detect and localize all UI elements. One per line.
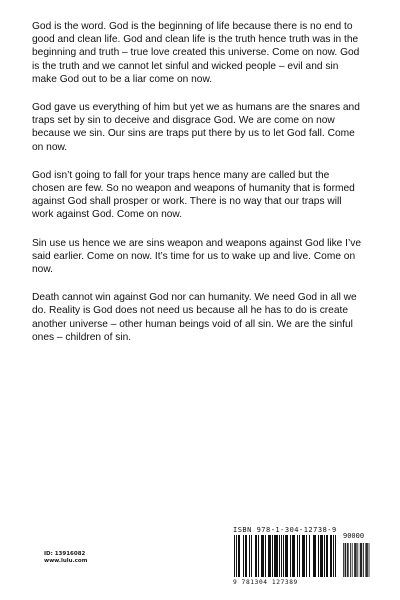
isbn-label: ISBN 978-1-304-12738-9 bbox=[233, 526, 337, 534]
isbn-barcode bbox=[233, 526, 370, 588]
cover-text-body bbox=[32, 20, 362, 359]
barcode-bars bbox=[233, 535, 370, 579]
price-code: 90000 bbox=[343, 532, 365, 540]
publisher-url: www.lulu.com bbox=[44, 558, 88, 564]
publisher-id: ID: 13916082 bbox=[44, 551, 86, 557]
barcode-digits: 9 781304 127389 bbox=[233, 579, 298, 586]
paragraph-3: God isn’t going to fall for your traps hence many are called but the chosen are few. So no weapon and weapons of humanity that is formed against God shall prosper or work. There is no way that our traps will work against God. Come on now. bbox=[32, 169, 355, 221]
paragraph-4: Sin use us hence we are sins weapon and weapons against God like I’ve said earlier. Come on now. It’s time for us to wake up and live. Come on now. bbox=[32, 237, 362, 276]
paragraph-1: God is the word. God is the beginning of life because there is no end to good and clean life. God and clean life is the truth hence truth was in the beginning and truth – true love created this universe. Come on now. God is the truth and we cannot let sinful and wicked people – evil and sin make God out to be a liar come on now. bbox=[32, 21, 360, 85]
paragraph-2: God gave us everything of him but yet we as humans are the snares and traps set by sin to deceive and disgrace God. We are come on now because we sin. Our sins are traps put there by us to let God fall. Come on now. bbox=[32, 102, 360, 153]
publisher-block bbox=[44, 551, 87, 565]
paragraph-5: Death cannot win against God nor can humanity. We need God in all we do. Reality is God does not need us because all he has to do is create another universe – other human beings void of all sin. We are the sinful ones – children of sin. bbox=[32, 292, 357, 343]
